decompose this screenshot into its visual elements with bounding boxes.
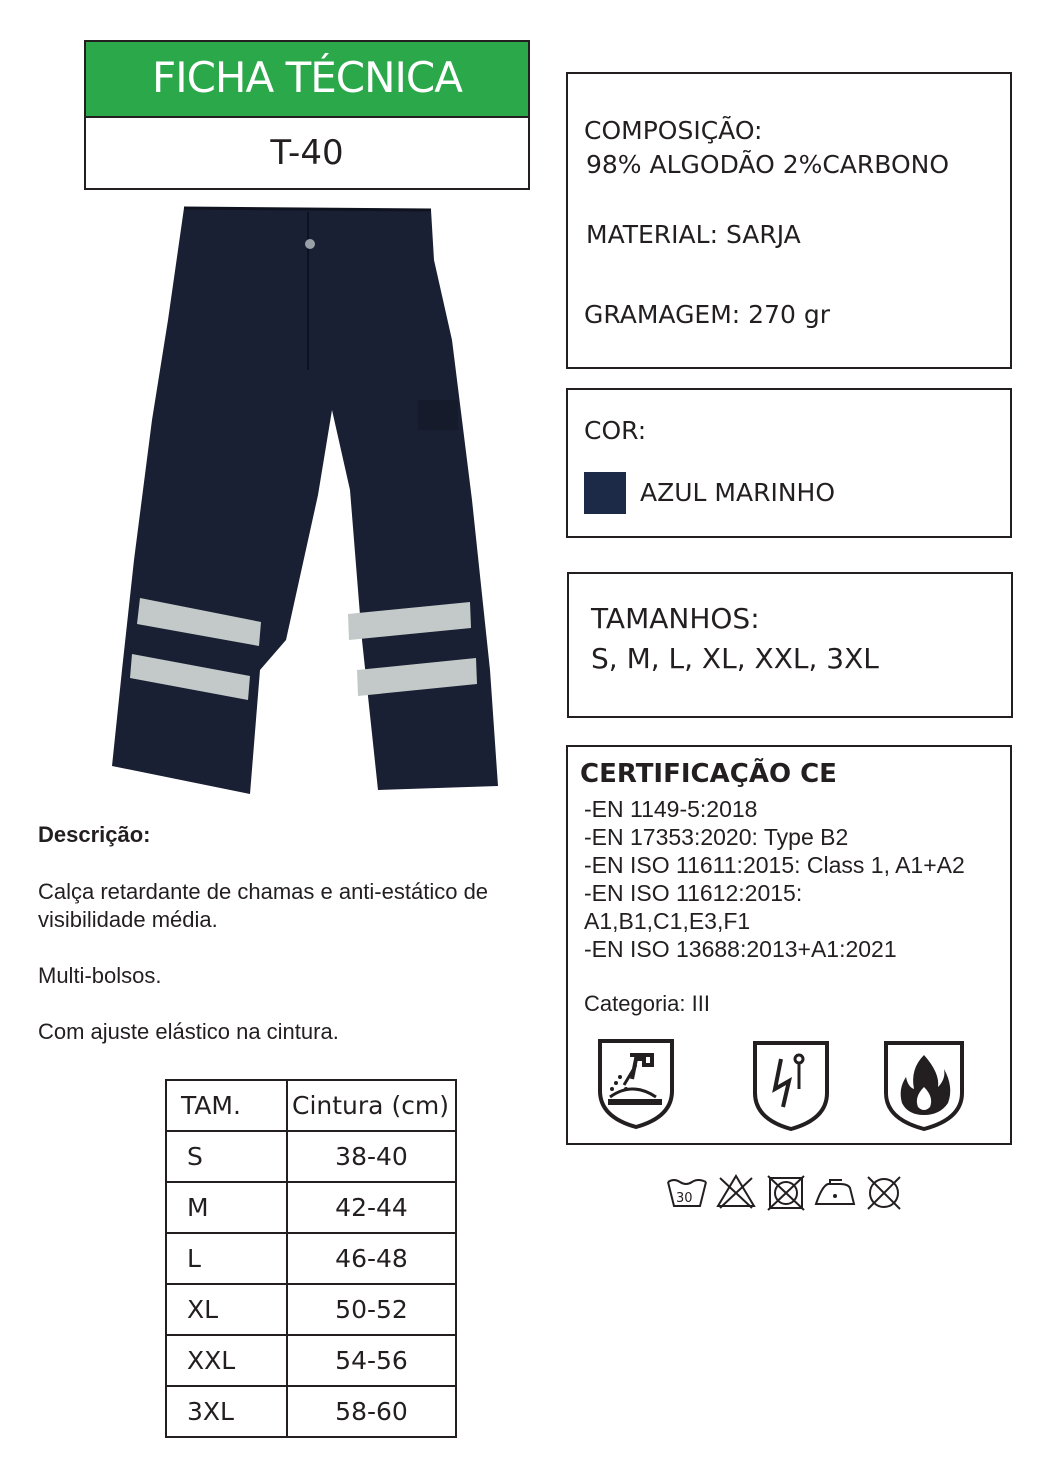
size-cell: 3XL [166,1386,287,1437]
table-row [166,1335,456,1386]
table-row [166,1284,456,1335]
wash-30-icon [668,1180,706,1206]
weight-text: GRAMAGEM: 270 gr [584,300,830,329]
table-row [166,1386,456,1437]
sheet-title: FICHA TÉCNICA [86,42,528,118]
pants-image [100,200,500,800]
color-label: COR: [584,416,647,445]
waist-cell: 46-48 [287,1233,456,1284]
description-line-2: visibilidade média. [38,907,218,932]
cert-line: -EN 1149-5:2018 [584,796,758,822]
cert-line: -EN ISO 11612:2015: [584,880,803,906]
certification-title: CERTIFICAÇÃO CE [580,759,837,789]
waist-cell: 38-40 [287,1131,456,1182]
header-box [84,40,530,190]
size-cell: L [166,1233,287,1284]
no-dry-clean-icon [868,1177,900,1209]
description-line-1: Calça retardante de chamas e anti-estático de [38,879,489,904]
cert-line: -EN 17353:2020: Type B2 [584,824,849,850]
welding-shield-icon [596,1037,676,1131]
table-row [166,1233,456,1284]
no-bleach-icon [718,1176,754,1208]
size-cell: S [166,1131,287,1182]
certification-box [566,745,1012,1145]
care-symbols [664,1172,908,1212]
product-code: T-40 [270,133,344,173]
size-cell: XL [166,1284,287,1335]
cert-line: -EN ISO 11611:2015: Class 1, A1+A2 [584,852,965,878]
cert-line: -EN ISO 13688:2013+A1:2021 [584,936,897,962]
description-heading: Descrição: [38,822,151,847]
antistatic-shield-icon [751,1039,831,1133]
sizes-box [567,572,1013,718]
flame-shield-icon [882,1039,966,1133]
no-tumble-dry-icon [768,1176,804,1210]
table-header-waist: Cintura (cm) [287,1080,456,1131]
iron-low-icon [816,1180,854,1204]
size-table [165,1079,457,1438]
color-box [566,388,1012,538]
composition-value: 98% ALGODÃO 2%CARBONO [586,150,950,179]
category-text: Categoria: III [584,991,710,1016]
table-row [166,1182,456,1233]
description-waist: Com ajuste elástico na cintura. [38,1019,339,1044]
table-header-row [166,1080,456,1131]
table-row [166,1131,456,1182]
material-text: MATERIAL: SARJA [586,220,801,249]
wash-temp: 30 [676,1191,693,1206]
color-swatch [584,472,626,514]
sizes-label: TAMANHOS: [591,602,760,635]
waist-cell: 50-52 [287,1284,456,1335]
waist-cell: 54-56 [287,1335,456,1386]
sizes-values: S, M, L, XL, XXL, 3XL [591,642,879,675]
table-header-size: TAM. [166,1080,287,1131]
cert-line: A1,B1,C1,E3,F1 [584,908,751,934]
size-cell: XXL [166,1335,287,1386]
composition-label: COMPOSIÇÃO: [584,116,763,145]
composition-box [566,72,1012,369]
waist-cell: 42-44 [287,1182,456,1233]
waist-cell: 58-60 [287,1386,456,1437]
size-cell: M [166,1182,287,1233]
color-name: AZUL MARINHO [640,478,835,507]
description-pockets: Multi-bolsos. [38,963,162,988]
